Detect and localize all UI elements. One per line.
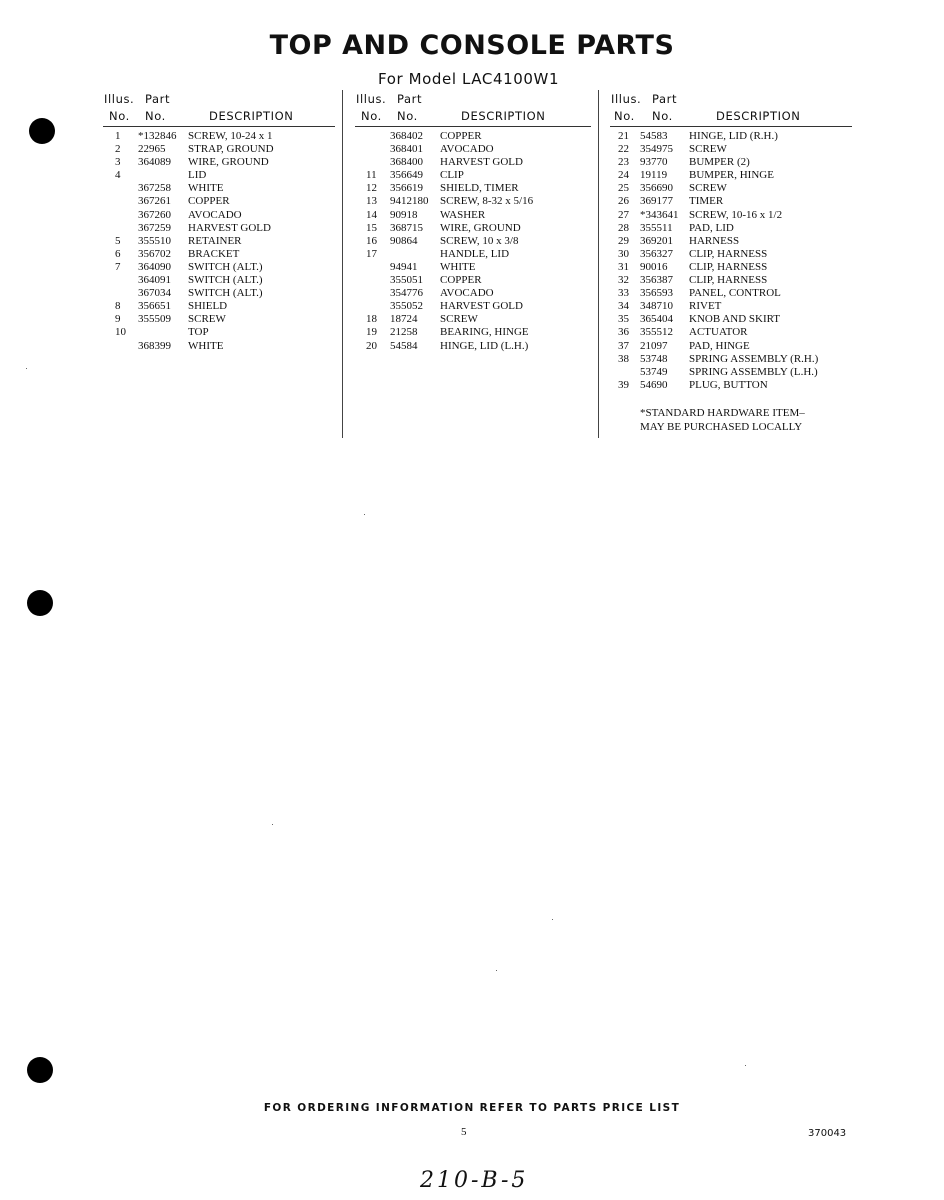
part-row — [610, 379, 852, 392]
part-description: PANEL, CONTROL — [689, 287, 781, 300]
part-number: 90864 — [390, 234, 418, 247]
part-number: 367258 — [138, 182, 171, 195]
scan-speck — [272, 824, 273, 825]
illus-number: 3 — [115, 156, 121, 169]
part-number: 356651 — [138, 300, 171, 313]
part-number: 367034 — [138, 287, 171, 300]
illus-number: 29 — [618, 234, 629, 247]
illus-number: 25 — [618, 182, 629, 195]
part-row — [103, 313, 335, 326]
part-number: 369177 — [640, 195, 673, 208]
part-label: Part — [145, 92, 171, 106]
illus-number: 8 — [115, 300, 121, 313]
handwritten-annotation: 210-B-5 — [420, 1168, 529, 1193]
part-number: 19119 — [640, 169, 668, 182]
part-description: PAD, LID — [689, 221, 734, 234]
part-row — [610, 313, 852, 326]
part-number: 54690 — [640, 378, 668, 391]
part-row — [610, 274, 852, 287]
part-number: 354975 — [640, 143, 673, 156]
illus-number: 34 — [618, 300, 629, 313]
illus-number: 19 — [366, 326, 377, 339]
illus-number: 31 — [618, 260, 629, 273]
footnote-line-1: *STANDARD HARDWARE ITEM– — [640, 407, 805, 419]
part-description: HINGE, LID (R.H.) — [689, 130, 778, 142]
page-number: 5 — [461, 1126, 467, 1138]
part-number: 356619 — [390, 182, 423, 195]
part-description: SCREW — [440, 313, 478, 326]
part-description: SPRING ASSEMBLY (L.H.) — [689, 365, 818, 378]
part-description: SWITCH (ALT.) — [188, 287, 263, 300]
part-description: HINGE, LID (L.H.) — [440, 339, 529, 352]
illus-no-label: No. — [614, 109, 635, 123]
part-description: COPPER — [188, 195, 230, 208]
illus-no-label: No. — [109, 109, 130, 123]
part-description: HARNESS — [689, 234, 740, 247]
part-row — [103, 287, 335, 300]
part-number: 356327 — [640, 247, 673, 260]
illus-label: Illus. — [356, 92, 387, 106]
illus-number: 38 — [618, 352, 629, 365]
illus-number: 6 — [115, 247, 121, 260]
part-number: 365404 — [640, 313, 673, 326]
column-divider-right — [598, 90, 599, 438]
part-row — [103, 300, 335, 313]
part-description: ACTUATOR — [689, 326, 748, 339]
illus-number: 10 — [115, 326, 126, 339]
part-row — [610, 340, 852, 353]
ordering-info-footer: FOR ORDERING INFORMATION REFER TO PARTS PRICE LIST — [263, 1102, 681, 1114]
part-number: 355051 — [390, 274, 423, 287]
part-description: WIRE, GROUND — [440, 221, 521, 234]
parts-column-2 — [355, 92, 587, 353]
part-number: 54583 — [640, 130, 668, 142]
part-row — [355, 130, 587, 143]
part-number: 368399 — [138, 339, 171, 352]
description-label: DESCRIPTION — [209, 109, 294, 123]
part-number: 364090 — [138, 260, 171, 273]
part-description: PAD, HINGE — [689, 339, 750, 352]
part-description: WHITE — [188, 339, 224, 352]
part-description: HANDLE, LID — [440, 247, 510, 260]
part-description: SWITCH (ALT.) — [188, 260, 263, 273]
part-description: BRACKET — [188, 247, 240, 260]
illus-number: 36 — [618, 326, 629, 339]
part-label: Part — [397, 92, 423, 106]
part-number: 18724 — [390, 313, 418, 326]
part-description: CLIP — [440, 169, 464, 182]
illus-number: 26 — [618, 195, 629, 208]
illus-number: 12 — [366, 182, 377, 195]
part-row — [355, 209, 587, 222]
part-row — [610, 300, 852, 313]
part-description: SCREW, 10-24 x 1 — [188, 130, 273, 142]
part-number: 356649 — [390, 169, 423, 182]
part-description: BUMPER, HINGE — [689, 169, 774, 182]
part-row — [103, 156, 335, 169]
part-number: 356702 — [138, 247, 171, 260]
part-row — [610, 222, 852, 235]
parts-column-3 — [610, 92, 852, 392]
illus-number: 18 — [366, 313, 377, 326]
part-description: RIVET — [689, 300, 722, 313]
illus-number: 28 — [618, 221, 629, 234]
part-number: 368400 — [390, 156, 423, 169]
part-number: *132846 — [138, 130, 177, 142]
illus-number: 35 — [618, 313, 629, 326]
illus-number: 17 — [366, 247, 377, 260]
part-description: CLIP, HARNESS — [689, 274, 768, 287]
part-row — [610, 169, 852, 182]
part-number: 94941 — [390, 260, 418, 273]
part-row — [355, 169, 587, 182]
part-description: RETAINER — [188, 234, 242, 247]
part-row — [610, 353, 852, 366]
part-row — [103, 169, 335, 182]
part-description: COPPER — [440, 130, 482, 142]
part-number: 355512 — [640, 326, 673, 339]
part-number: 367261 — [138, 195, 171, 208]
part-row — [103, 182, 335, 195]
part-description: KNOB AND SKIRT — [689, 313, 781, 326]
part-number: 356690 — [640, 182, 673, 195]
illus-number: 1 — [115, 130, 121, 142]
part-row — [610, 195, 852, 208]
page-subtitle: For Model LAC4100W1 — [378, 70, 560, 88]
part-description: LID — [188, 169, 207, 182]
illus-number: 15 — [366, 221, 377, 234]
part-number: 355509 — [138, 313, 171, 326]
part-number: 364091 — [138, 274, 171, 287]
part-row — [355, 156, 587, 169]
part-description: PLUG, BUTTON — [689, 378, 768, 391]
illus-number: 9 — [115, 313, 121, 326]
illus-number: 39 — [618, 378, 629, 391]
part-description: AVOCADO — [440, 143, 494, 156]
part-number: 364089 — [138, 156, 171, 169]
part-row — [103, 130, 335, 143]
part-number: 355511 — [640, 221, 673, 234]
part-row — [103, 261, 335, 274]
part-description: TOP — [188, 326, 209, 339]
part-description: CLIP, HARNESS — [689, 247, 768, 260]
binder-hole-top — [29, 118, 55, 144]
part-row — [610, 156, 852, 169]
parts-rows — [610, 127, 852, 392]
part-number: 368715 — [390, 221, 423, 234]
part-description: CLIP, HARNESS — [689, 260, 768, 273]
part-row — [103, 143, 335, 156]
part-number: 93770 — [640, 156, 668, 169]
illus-number: 22 — [618, 143, 629, 156]
part-description: SCREW — [689, 182, 727, 195]
illus-number: 14 — [366, 208, 377, 221]
parts-rows — [103, 127, 335, 353]
part-description: SCREW — [188, 313, 226, 326]
scan-speck — [26, 368, 27, 369]
column-divider-left — [342, 90, 343, 438]
illus-number: 2 — [115, 143, 121, 156]
part-no-label: No. — [652, 109, 673, 123]
illus-label: Illus. — [611, 92, 642, 106]
part-description: COPPER — [440, 274, 482, 287]
part-description: STRAP, GROUND — [188, 143, 274, 156]
illus-number: 23 — [618, 156, 629, 169]
part-description: WIRE, GROUND — [188, 156, 269, 169]
part-description: SPRING ASSEMBLY (R.H.) — [689, 352, 819, 365]
illus-number: 5 — [115, 234, 121, 247]
illus-number: 21 — [618, 130, 629, 142]
part-number: 368402 — [390, 130, 423, 142]
illus-no-label: No. — [361, 109, 382, 123]
part-row — [355, 222, 587, 235]
part-row — [103, 195, 335, 208]
part-row — [103, 248, 335, 261]
part-number: 348710 — [640, 300, 673, 313]
part-description: TIMER — [689, 195, 724, 208]
part-row — [103, 235, 335, 248]
part-number: 53749 — [640, 365, 668, 378]
part-row — [610, 248, 852, 261]
part-row — [103, 209, 335, 222]
scan-speck — [364, 514, 365, 515]
part-row — [355, 182, 587, 195]
part-description: SCREW, 10-16 x 1/2 — [689, 208, 783, 221]
illus-number: 4 — [115, 169, 121, 182]
part-row — [355, 313, 587, 326]
part-number: 9412180 — [390, 195, 429, 208]
illus-number: 27 — [618, 208, 629, 221]
part-row — [355, 274, 587, 287]
part-row — [610, 182, 852, 195]
part-row — [355, 261, 587, 274]
part-number: *343641 — [640, 208, 679, 221]
part-number: 90918 — [390, 208, 418, 221]
part-description: AVOCADO — [440, 287, 494, 300]
part-description: SCREW, 8-32 x 5/16 — [440, 195, 534, 208]
part-number: 367260 — [138, 208, 171, 221]
column-header — [610, 92, 852, 127]
part-row — [610, 261, 852, 274]
illus-number: 37 — [618, 339, 629, 352]
part-description: WHITE — [440, 260, 476, 273]
part-description: SCREW — [689, 143, 727, 156]
part-description: WHITE — [188, 182, 224, 195]
part-description: SCREW, 10 x 3/8 — [440, 234, 519, 247]
illus-number: 33 — [618, 287, 629, 300]
part-description: WASHER — [440, 208, 486, 221]
part-number: 21258 — [390, 326, 418, 339]
scan-speck — [496, 970, 497, 971]
part-row — [355, 195, 587, 208]
part-row — [355, 248, 587, 261]
illus-label: Illus. — [104, 92, 135, 106]
illus-number: 24 — [618, 169, 629, 182]
part-row — [610, 326, 852, 339]
part-row — [610, 235, 852, 248]
part-description: HARVEST GOLD — [188, 221, 271, 234]
part-number: 53748 — [640, 352, 668, 365]
part-row — [610, 287, 852, 300]
hardware-footnote — [640, 406, 805, 434]
part-row — [355, 340, 587, 353]
illus-number: 13 — [366, 195, 377, 208]
parts-column-1 — [103, 92, 335, 353]
part-number: 22965 — [138, 143, 166, 156]
part-row — [103, 274, 335, 287]
description-label: DESCRIPTION — [716, 109, 801, 123]
document-number: 370043 — [808, 1128, 847, 1139]
description-label: DESCRIPTION — [461, 109, 546, 123]
part-number: 54584 — [390, 339, 418, 352]
part-row — [103, 340, 335, 353]
scan-speck — [552, 919, 553, 920]
part-row — [610, 143, 852, 156]
illus-number: 16 — [366, 234, 377, 247]
part-label: Part — [652, 92, 678, 106]
part-description: HARVEST GOLD — [440, 156, 523, 169]
part-number: 355052 — [390, 300, 423, 313]
illus-number: 11 — [366, 169, 377, 182]
column-header — [103, 92, 335, 127]
part-row — [355, 300, 587, 313]
part-row — [355, 143, 587, 156]
scan-speck — [745, 1065, 746, 1066]
part-row — [355, 235, 587, 248]
binder-hole-bottom — [27, 1057, 53, 1083]
part-number: 356593 — [640, 287, 673, 300]
part-row — [610, 366, 852, 379]
part-number: 21097 — [640, 339, 668, 352]
page-title: TOP AND CONSOLE PARTS — [269, 30, 675, 61]
part-description: SWITCH (ALT.) — [188, 274, 263, 287]
parts-rows — [355, 127, 587, 353]
part-row — [103, 326, 335, 339]
part-row — [610, 209, 852, 222]
part-number: 356387 — [640, 274, 673, 287]
illus-number: 30 — [618, 247, 629, 260]
part-no-label: No. — [397, 109, 418, 123]
illus-number: 20 — [366, 339, 377, 352]
part-number: 369201 — [640, 234, 673, 247]
part-number: 354776 — [390, 287, 423, 300]
part-description: SHIELD, TIMER — [440, 182, 519, 195]
part-description: SHIELD — [188, 300, 228, 313]
part-description: BUMPER (2) — [689, 156, 750, 169]
part-number: 367259 — [138, 221, 171, 234]
part-number: 90016 — [640, 260, 668, 273]
part-row — [610, 130, 852, 143]
part-row — [355, 287, 587, 300]
footnote-line-2: MAY BE PURCHASED LOCALLY — [640, 421, 803, 433]
part-description: BEARING, HINGE — [440, 326, 529, 339]
column-header — [355, 92, 587, 127]
binder-hole-middle — [27, 590, 53, 616]
part-number: 368401 — [390, 143, 423, 156]
part-number: 355510 — [138, 234, 171, 247]
part-row — [355, 326, 587, 339]
part-no-label: No. — [145, 109, 166, 123]
part-description: AVOCADO — [188, 208, 242, 221]
part-description: HARVEST GOLD — [440, 300, 523, 313]
illus-number: 32 — [618, 274, 629, 287]
part-row — [103, 222, 335, 235]
illus-number: 7 — [115, 260, 121, 273]
